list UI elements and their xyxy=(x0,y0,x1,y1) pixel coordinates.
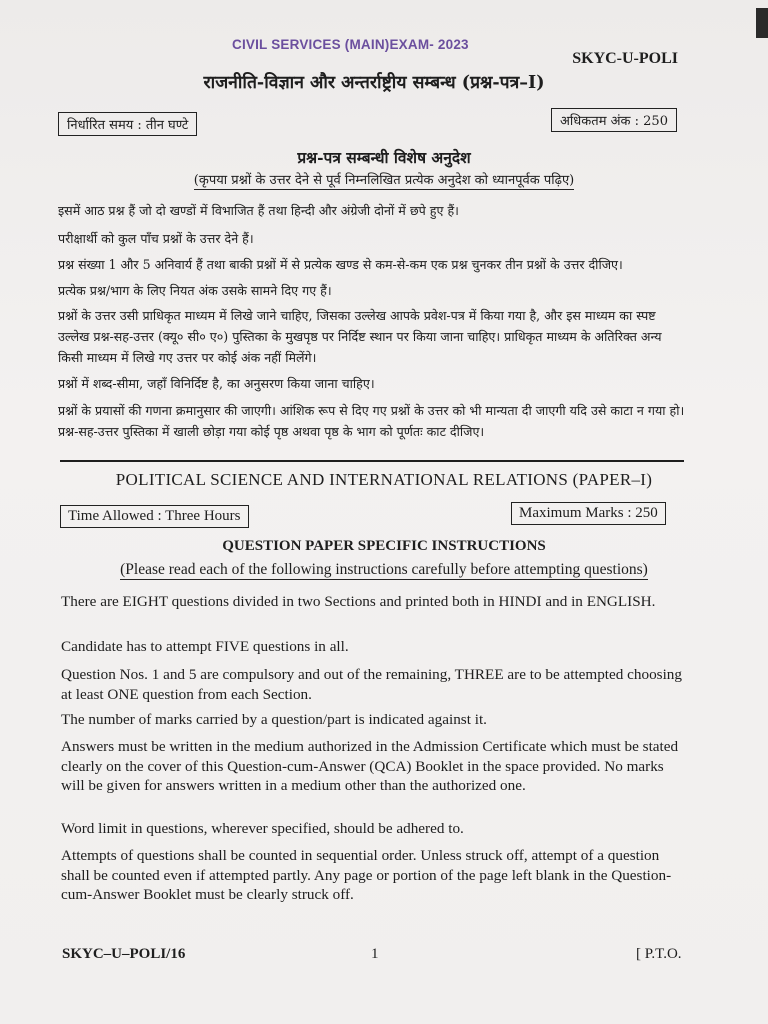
hindi-instruction-3: प्रश्न संख्या 1 और 5 अनिवार्य हैं तथा बाकी प्रश्नों में से प्रत्येक खण्ड से कम-से-कम एक प्रश्न चुनकर तीन प्रश्नों के उत्तर दीजिए। xyxy=(58,257,623,272)
hindi-instruction-1: इसमें आठ प्रश्न हैं जो दो खण्डों में विभाजित हैं तथा हिन्दी और अंग्रेजी दोनों में छपे हुए हैं। xyxy=(58,203,459,218)
hindi-paper-title: राजनीति-विज्ञान और अन्तर्राष्ट्रीय सम्बन्ध (प्रश्न-पत्र–I) xyxy=(203,73,545,93)
instruction-6: Word limit in questions, wherever specified, should be adhered to. xyxy=(61,820,464,837)
max-marks-box: Maximum Marks : 250 xyxy=(511,502,666,525)
hindi-instructions-subheading xyxy=(0,170,768,188)
english-paper-title: POLITICAL SCIENCE AND INTERNATIONAL RELATIONS (PAPER–I) xyxy=(115,470,653,489)
hindi-instruction-5: प्रश्नों के उत्तर उसी प्राधिकृत माध्यम में लिखे जाने चाहिए, जिसका उल्लेख आपके प्रवेश-पत्र में किया गया है, और इस माध्यम का स्पष्ट उल्लेख प्रश्न-सह-उत्तर (क्यू० सी० ए०) पुस्तिका के मुखपृष्ठ पर निर्दिष्ट स्थान पर किया जाना चाहिए। प्राधिकृत माध्यम के अतिरिक्त अन्य किसी माध्यम में लिखे गए उत्तर पर कोई अंक नहीं मिलेंगे। xyxy=(58,308,662,365)
hindi-instruction-7: प्रश्नों के प्रयासों की गणना क्रमानुसार की जाएगी। आंशिक रूप से दिए गए प्रश्नों के उत्तर को भी मान्यता दी जाएगी यदि उसे काटा न गया हो। प्रश्न-सह-उत्तर पुस्तिका में खाली छोड़ा गया कोई पृष्ठ अथवा पृष्ठ के भाग को पूर्णतः काट दीजिए। xyxy=(58,403,685,439)
hindi-time-allowed-box: निर्धारित समय : तीन घण्टे xyxy=(58,112,197,136)
exam-name: CIVIL SERVICES (MAIN)EXAM- 2023 xyxy=(232,37,469,52)
time-allowed-box: Time Allowed : Three Hours xyxy=(60,505,249,528)
paper-code: SKYC-U-POLI xyxy=(572,50,678,67)
hindi-instruction-2: परीक्षार्थी को कुल पाँच प्रश्नों के उत्तर देने हैं। xyxy=(58,231,254,246)
footer-paper-code: SKYC–U–POLI/16 xyxy=(62,946,186,962)
instruction-3: Question Nos. 1 and 5 are compulsory and out of the remaining, THREE are to be attempted choosing at least ONE question from each Section. xyxy=(61,666,682,703)
pto-label: [ P.T.O. xyxy=(636,946,682,962)
instructions-subheading xyxy=(0,561,768,579)
scan-edge-mark xyxy=(756,8,768,38)
page-number: 1 xyxy=(371,946,379,962)
hindi-subheading-text: (कृपया प्रश्नों के उत्तर देने से पूर्व निम्नलिखित प्रत्येक अनुदेश को ध्यानपूर्वक पढ़िए) xyxy=(193,173,575,188)
subheading-text: (Please read each of the following instructions carefully before attempting questions) xyxy=(120,561,648,578)
instructions-heading: QUESTION PAPER SPECIFIC INSTRUCTIONS xyxy=(222,538,546,554)
hindi-instruction-4: प्रत्येक प्रश्न/भाग के लिए नियत अंक उसके सामने दिए गए हैं। xyxy=(58,283,332,298)
instruction-7: Attempts of questions shall be counted in sequential order. Unless struck off, attempt of a question shall be counted even if attempted partly. Any page or portion of the page left blank in the Question-cum-Answer Booklet must be clearly struck off. xyxy=(61,847,672,903)
instruction-2: Candidate has to attempt FIVE questions in all. xyxy=(61,638,349,655)
hindi-instructions-heading: प्रश्न-पत्र सम्बन्धी विशेष अनुदेश xyxy=(297,148,471,167)
hindi-max-marks-box: अधिकतम अंक : 250 xyxy=(551,108,677,132)
hindi-instruction-6: प्रश्नों में शब्द-सीमा, जहाँ विनिर्दिष्ट है, का अनुसरण किया जाना चाहिए। xyxy=(58,376,375,391)
section-divider xyxy=(60,460,684,462)
instruction-1: There are EIGHT questions divided in two Sections and printed both in HINDI and in ENGLISH. xyxy=(61,593,656,610)
instruction-5: Answers must be written in the medium authorized in the Admission Certificate which must be stated clearly on the cover of this Question-cum-Answer (QCA) Booklet in the space provided. No marks will be given for answers written in a medium other than the authorized one. xyxy=(61,738,679,794)
instruction-4: The number of marks carried by a question/part is indicated against it. xyxy=(61,711,487,728)
